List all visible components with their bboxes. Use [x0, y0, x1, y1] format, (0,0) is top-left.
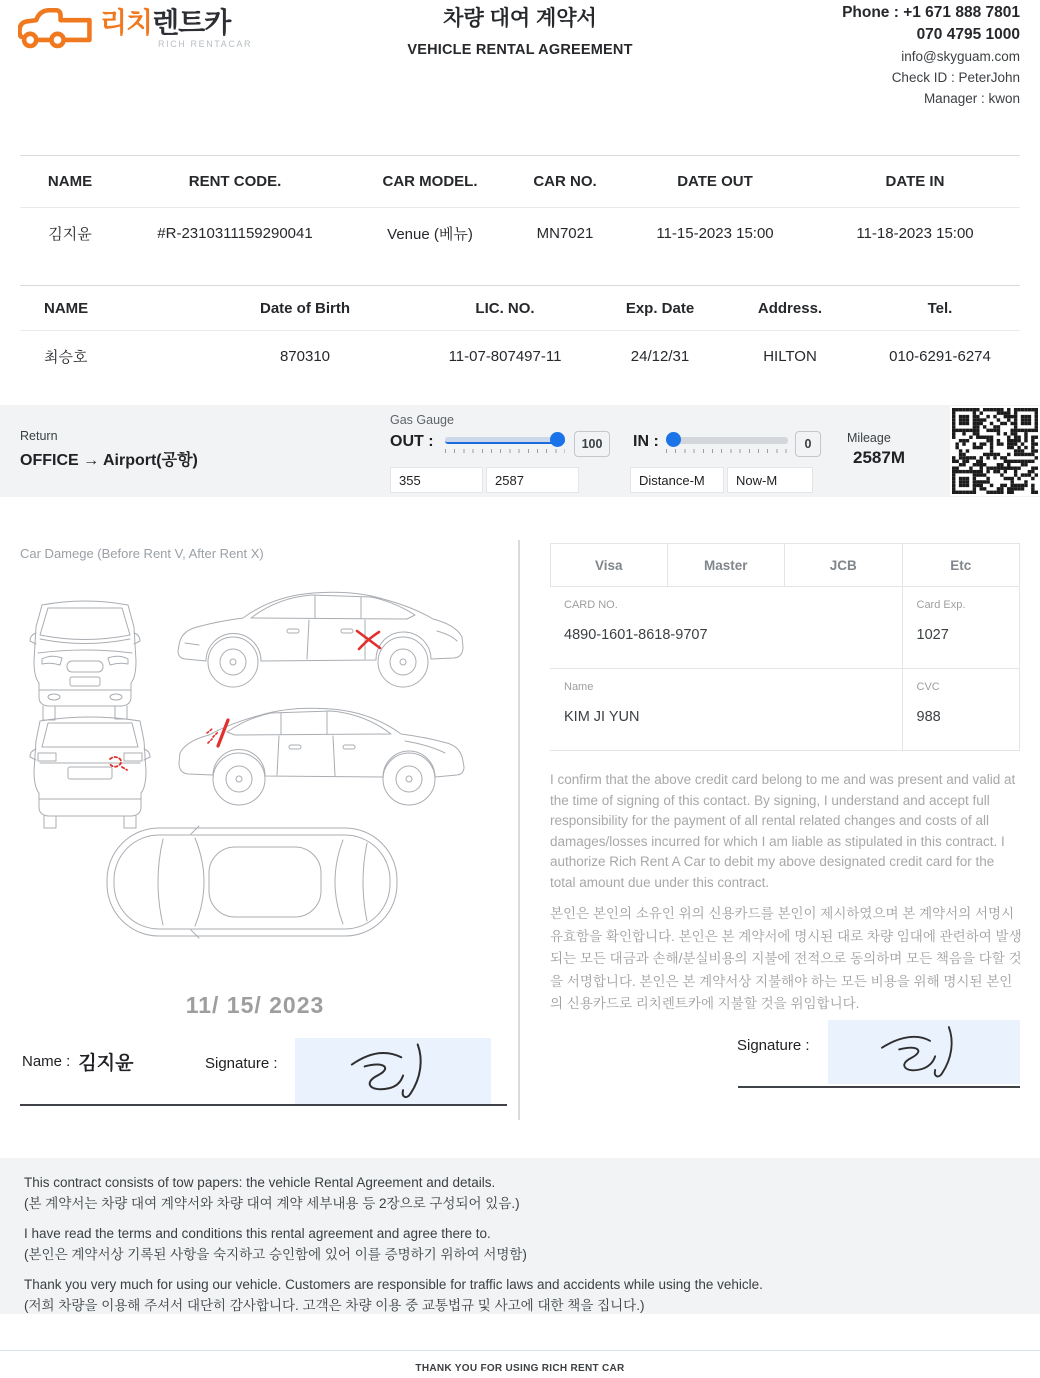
rental-table-header	[20, 156, 1020, 208]
renter-name-value: 김지윤	[78, 1053, 134, 1074]
gas-in-value[interactable]: 0	[795, 431, 821, 457]
card-exp-field[interactable]	[903, 587, 1021, 669]
driver-dob: 870310	[279, 347, 331, 365]
term-1-en: This contract consists of tow papers: the vehicle Rental Agreement and details.	[24, 1175, 496, 1190]
email: info@skyguam.com	[901, 49, 1020, 64]
logo-wordmark: 리치렌트카	[100, 7, 231, 38]
check-id: Check ID : PeterJohn	[891, 70, 1020, 85]
renter-signature-pad[interactable]	[295, 1038, 491, 1104]
slider-ticks	[445, 449, 565, 453]
card-confirmation-kr: 본인은 본인의 소유인 위의 신용카드를 본인이 제시하였으며 본 계약서의 서명시 유효함을 확인합니다. 본인은 본 계약서에 명시된 대로 차량 임대에 관련하여 발생되는 모든 대금과 손해/분실비용의 지불에 전적으로 동의하며 모든 책음을 다할 것을 서명합니다. 본인은 본 계약서상 지불해야 하는 모든 비용을 위해 명시된 본인의 신용카드로 리치렌트카에 지불할 것을 위임합니다.	[550, 906, 1022, 1011]
page-title-en: VEHICLE RENTAL AGREEMENT	[407, 42, 633, 58]
slider-track	[445, 437, 565, 444]
card-type-master[interactable]: Master	[668, 543, 786, 587]
slider-thumb[interactable]	[550, 432, 565, 447]
signature-label: Signature :	[205, 1055, 278, 1072]
gas-in-slider[interactable]	[666, 437, 788, 443]
terms-box	[0, 1158, 1040, 1314]
manager: Manager : kwon	[923, 91, 1020, 106]
col-car-no: CAR NO.	[533, 173, 597, 190]
col-tel: Tel.	[927, 299, 953, 317]
date-out: 11-15-2023 15:00	[656, 224, 774, 242]
return-label: Return	[20, 429, 58, 443]
damage-caption: Car Damege (Before Rent V, After Rent X)	[20, 546, 264, 561]
car-views-illustration	[20, 562, 505, 964]
card-number-value: 4890-1601-8618-9707	[564, 627, 708, 643]
damage-mark-x	[357, 631, 380, 649]
col-date-in: DATE IN	[885, 173, 945, 190]
term-3-en: Thank you very much for using our vehicle. Customers are responsible for traffic laws and accidents while using the vehicle.	[24, 1277, 763, 1292]
col-name: NAME	[44, 299, 89, 317]
driver-address: HILTON	[763, 347, 817, 365]
gas-out-slider[interactable]	[445, 437, 565, 443]
slider-ticks	[666, 449, 788, 453]
odometer-end-input[interactable]	[486, 467, 579, 493]
slider-thumb[interactable]	[666, 432, 681, 447]
table-row	[20, 208, 1020, 258]
card-info-table	[550, 543, 1020, 751]
card-type-visa[interactable]: Visa	[550, 543, 668, 587]
col-address: Address.	[757, 299, 823, 317]
term-1-kr: (본 계약서는 차량 대여 계약서와 차량 대여 계약 세부내용 등 2장으로 구성되어 있음.)	[24, 1196, 520, 1211]
gas-out-label: OUT :	[390, 433, 434, 450]
card-cvc-label: CVC	[916, 681, 940, 693]
driver-name: 최승호	[44, 348, 88, 366]
card-type-jcb[interactable]: JCB	[785, 543, 903, 587]
term-3-kr: (저희 차량을 이용해 주셔서 대단히 감사합니다. 고객은 차량 이용 중 교통법규 및 사고에 대한 책을 집니다.)	[24, 1298, 645, 1313]
term-2-en: I have read the terms and conditions this rental agreement and agree there to.	[24, 1226, 491, 1241]
now-mileage-input[interactable]	[727, 467, 813, 493]
col-rent-code: RENT CODE.	[188, 173, 282, 190]
table-row	[20, 331, 1020, 381]
col-dob: Date of Birth	[260, 299, 350, 317]
driver-table	[20, 285, 1020, 381]
car-model: Venue (베뉴)	[387, 225, 473, 243]
card-confirmation-en: I confirm that the above credit card belong to me and was present and valid at the time of signing of this contact. By signing, I understand and accept full responsibility for the payment of all rental related changes and costs of all damages/losses incurred for which I am liable as stipulated in this contract. I authorize Rich Rent A Car to debit my above designated credit card for the total amount due under this contract.	[550, 772, 1016, 890]
card-exp-label: Card Exp.	[916, 599, 966, 611]
card-cvc-value: 988	[916, 709, 941, 725]
page-title-kr: 차량 대여 계약서	[443, 7, 597, 30]
gauge-bar	[0, 405, 1040, 497]
col-lic-no: LIC. NO.	[475, 299, 535, 317]
signature-scribble	[861, 1022, 987, 1082]
card-holder-field[interactable]	[550, 669, 903, 751]
mileage-value: 2587M	[853, 448, 905, 467]
gas-gauge-label: Gas Gauge	[390, 413, 454, 427]
return-route: OFFICE → Airport(공항)	[20, 452, 198, 469]
driver-lic-no: 11-07-807497-11	[448, 347, 562, 365]
renter-name-label: Name :	[22, 1053, 71, 1070]
mileage-label: Mileage	[847, 431, 891, 445]
signature-label: Signature :	[737, 1037, 810, 1054]
distance-input[interactable]	[630, 467, 724, 493]
footer-thanks: THANK YOU FOR USING RICH RENT CAR	[415, 1363, 625, 1374]
car-damage-diagram[interactable]	[20, 562, 505, 964]
qr-code	[950, 406, 1040, 496]
logo-subtitle: RICH RENTACAR	[158, 39, 253, 49]
card-exp-value: 1027	[916, 627, 949, 643]
truck-icon	[18, 0, 94, 59]
date-in: 11-18-2023 15:00	[856, 224, 974, 242]
renter-name: 김지윤	[48, 225, 92, 243]
col-date-out: DATE OUT	[677, 173, 753, 190]
col-name: NAME	[47, 173, 93, 190]
card-type-etc[interactable]: Etc	[903, 543, 1021, 587]
footer-divider	[0, 1350, 1040, 1351]
cardholder-signature-pad[interactable]	[828, 1020, 1020, 1084]
damage-check-date: 11/ 15/ 2023	[185, 992, 325, 1018]
col-exp-date: Exp. Date	[625, 299, 695, 317]
card-number-label: CARD NO.	[564, 599, 618, 611]
left-column-rule	[20, 1104, 507, 1106]
phone-secondary: 070 4795 1000	[916, 26, 1020, 43]
phone-primary: Phone : +1 671 888 7801	[842, 4, 1020, 21]
damage-mark-scratch	[207, 720, 228, 746]
odometer-start-input[interactable]	[390, 467, 483, 493]
card-holder-label: Name	[564, 681, 594, 693]
contact-block	[842, 2, 1020, 109]
col-car-model: CAR MODEL.	[382, 173, 478, 190]
driver-tel: 010-6291-6274	[889, 347, 991, 365]
card-number-field[interactable]	[550, 587, 903, 669]
signature-scribble	[328, 1039, 458, 1103]
driver-table-header	[20, 286, 1020, 331]
column-divider	[518, 540, 520, 1120]
term-2-kr: (본인은 계약서상 기록된 사항을 숙지하고 승인함에 있어 이를 증명하기 위하여 서명함)	[24, 1247, 527, 1262]
card-holder-value: KIM JI YUN	[564, 709, 640, 725]
gas-out-value[interactable]: 100	[574, 431, 610, 457]
gas-in-label: IN :	[633, 433, 659, 450]
company-logo	[18, 0, 252, 59]
car-no: MN7021	[536, 224, 594, 242]
right-column-rule	[738, 1086, 1020, 1088]
slider-track	[666, 437, 788, 444]
rent-code: #R-2310311159290041	[157, 224, 313, 242]
driver-exp-date: 24/12/31	[630, 347, 690, 365]
card-cvc-field[interactable]	[903, 669, 1021, 751]
rental-table	[20, 155, 1020, 258]
